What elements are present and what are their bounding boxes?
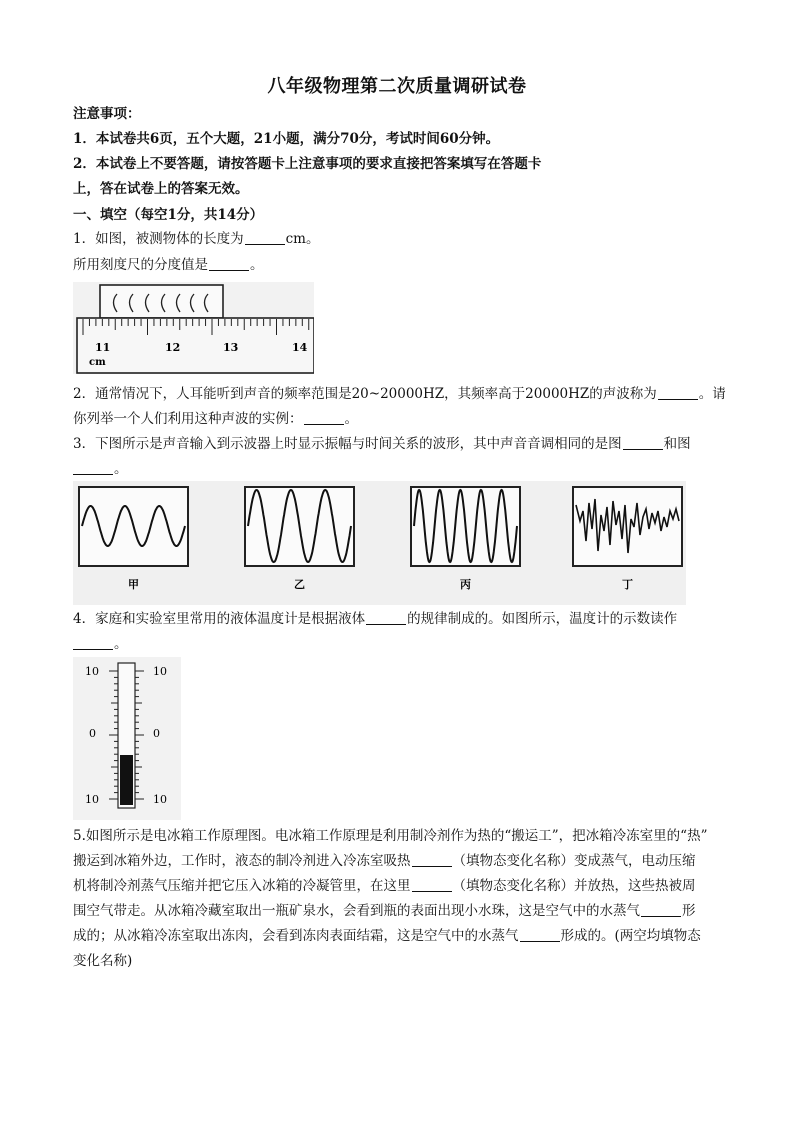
tick-label-13: 13 bbox=[223, 341, 239, 354]
q4-text: 4．家庭和实验室里常用的液体温度计是根据液体 bbox=[73, 611, 366, 627]
question-5-line-5 bbox=[73, 926, 701, 946]
wave-label-bing: 丙 bbox=[460, 578, 471, 591]
q1-end: 。 bbox=[250, 257, 264, 273]
q5-text-5a: 成的；从冰箱冷冻室取出冻肉，会看到冻肉表面结霜，这是空气中的水蒸气 bbox=[73, 928, 519, 944]
answer-blank bbox=[73, 635, 113, 650]
question-5-line-2 bbox=[73, 851, 696, 871]
answer-blank bbox=[641, 902, 681, 917]
tick-label-11: 11 bbox=[95, 341, 111, 354]
ruler-figure bbox=[73, 282, 314, 374]
scale-right-top: 10 bbox=[153, 665, 167, 678]
q4-text-b: 的规律制成的。如图所示，温度计的示数读作 bbox=[407, 611, 678, 627]
q5-text-2a: 搬运到冰箱外边，工作时，液态的制冷剂进入冷冻室吸热 bbox=[73, 853, 411, 869]
q1-text: 1．如图，被测物体的长度为 bbox=[73, 231, 244, 247]
scale-left-mid: 0 bbox=[89, 727, 96, 740]
answer-blank bbox=[245, 230, 285, 245]
answer-blank bbox=[520, 927, 560, 942]
q2-text-b: 。请 bbox=[698, 386, 726, 402]
question-2-line-1 bbox=[73, 384, 726, 404]
ruler-body bbox=[77, 318, 314, 373]
notice-item-1: 1．本试卷共6页，五个大题，21小题，满分70分，考试时间60分钟。 bbox=[73, 131, 500, 147]
q2-end: 。 bbox=[344, 411, 358, 427]
question-4-line-1 bbox=[73, 609, 677, 629]
tick-label-12: 12 bbox=[165, 341, 181, 354]
q4-end: 。 bbox=[114, 636, 128, 652]
q2-text-c: 你列举一个人们利用这种声波的实例： bbox=[73, 411, 303, 427]
q5-text-4a: 围空气带走。从冰箱冷藏室取出一瓶矿泉水，会看到瓶的表面出现小水珠，这是空气中的水蒸气 bbox=[73, 903, 640, 919]
notice-item-2b: 上，答在试卷上的答案无效。 bbox=[73, 181, 249, 197]
tick-label-14: 14 bbox=[292, 341, 308, 354]
scale-left-top: 10 bbox=[85, 665, 99, 678]
q5-text-4b: 形 bbox=[682, 903, 696, 919]
q5-text-3a: 机将制冷剂蒸气压缩并把它压入冰箱的冷凝管里，在这里 bbox=[73, 878, 411, 894]
question-1-line-1 bbox=[73, 229, 319, 249]
answer-blank bbox=[658, 385, 698, 400]
answer-blank bbox=[209, 256, 249, 271]
question-4-line-2 bbox=[73, 634, 128, 654]
question-5-line-1: 5.如图所示是电冰箱工作原理图。电冰箱工作原理是利用制冷剂作为热的“搬运工”，把冰箱冷冻室里的“热” bbox=[73, 828, 708, 844]
question-5-line-6: 变化名称) bbox=[73, 953, 133, 969]
scale-right-bottom: 10 bbox=[153, 793, 167, 806]
q3-text: 3．下图所示是声音输入到示波器上时显示振幅与时间关系的波形，其中声音音调相同的是图 bbox=[73, 436, 622, 452]
q5-text-3b: （填物态变化名称）并放热，这些热被周 bbox=[452, 878, 696, 894]
q3-end: 。 bbox=[114, 461, 128, 477]
wave-label-yi: 乙 bbox=[294, 578, 305, 591]
ruler-unit: cm bbox=[89, 357, 106, 368]
wave-box-ding bbox=[573, 487, 682, 566]
section-heading: 一、填空（每空1分，共14分） bbox=[73, 207, 264, 223]
answer-blank bbox=[623, 435, 663, 450]
answer-blank bbox=[366, 610, 406, 625]
q2-text: 2．通常情况下，人耳能听到声音的频率范围是20~20000HZ，其频率高于20000HZ的声波称为 bbox=[73, 386, 657, 402]
scale-left-bottom: 10 bbox=[85, 793, 99, 806]
wave-label-jia: 甲 bbox=[128, 578, 139, 591]
answer-blank bbox=[412, 877, 452, 892]
page-title: 八年级物理第二次质量调研试卷 bbox=[267, 76, 527, 97]
q3-text-b: 和图 bbox=[663, 436, 691, 452]
question-5-line-4 bbox=[73, 901, 696, 921]
q1-unit: cm。 bbox=[285, 231, 320, 247]
oscilloscope-diagram bbox=[73, 481, 686, 605]
question-2-line-2 bbox=[73, 409, 358, 429]
question-3-line-2 bbox=[73, 459, 128, 479]
notice-heading: 注意事项： bbox=[73, 106, 141, 122]
answer-blank bbox=[412, 852, 452, 867]
wave-label-ding: 丁 bbox=[622, 578, 633, 591]
question-3-line-1 bbox=[73, 434, 691, 454]
thermometer-diagram bbox=[73, 657, 181, 820]
q1-text-2: 所用刻度尺的分度值是 bbox=[73, 257, 208, 273]
scale-right-mid: 0 bbox=[153, 727, 160, 740]
notice-item-2a: 2．本试卷上不要答题，请按答题卡上注意事项的要求直接把答案填写在答题卡 bbox=[73, 156, 542, 172]
answer-blank bbox=[73, 460, 113, 475]
q5-text-2b: （填物态变化名称）变成蒸气，电动压缩 bbox=[452, 853, 696, 869]
question-1-line-2 bbox=[73, 255, 264, 275]
liquid-column bbox=[120, 755, 133, 805]
question-5-line-3 bbox=[73, 876, 696, 896]
answer-blank bbox=[304, 410, 344, 425]
thermometer-figure bbox=[73, 657, 181, 820]
q5-text-5b: 形成的。(两空均填物态 bbox=[560, 928, 701, 944]
waveform-figure bbox=[73, 481, 686, 605]
ruler-diagram bbox=[73, 282, 314, 374]
